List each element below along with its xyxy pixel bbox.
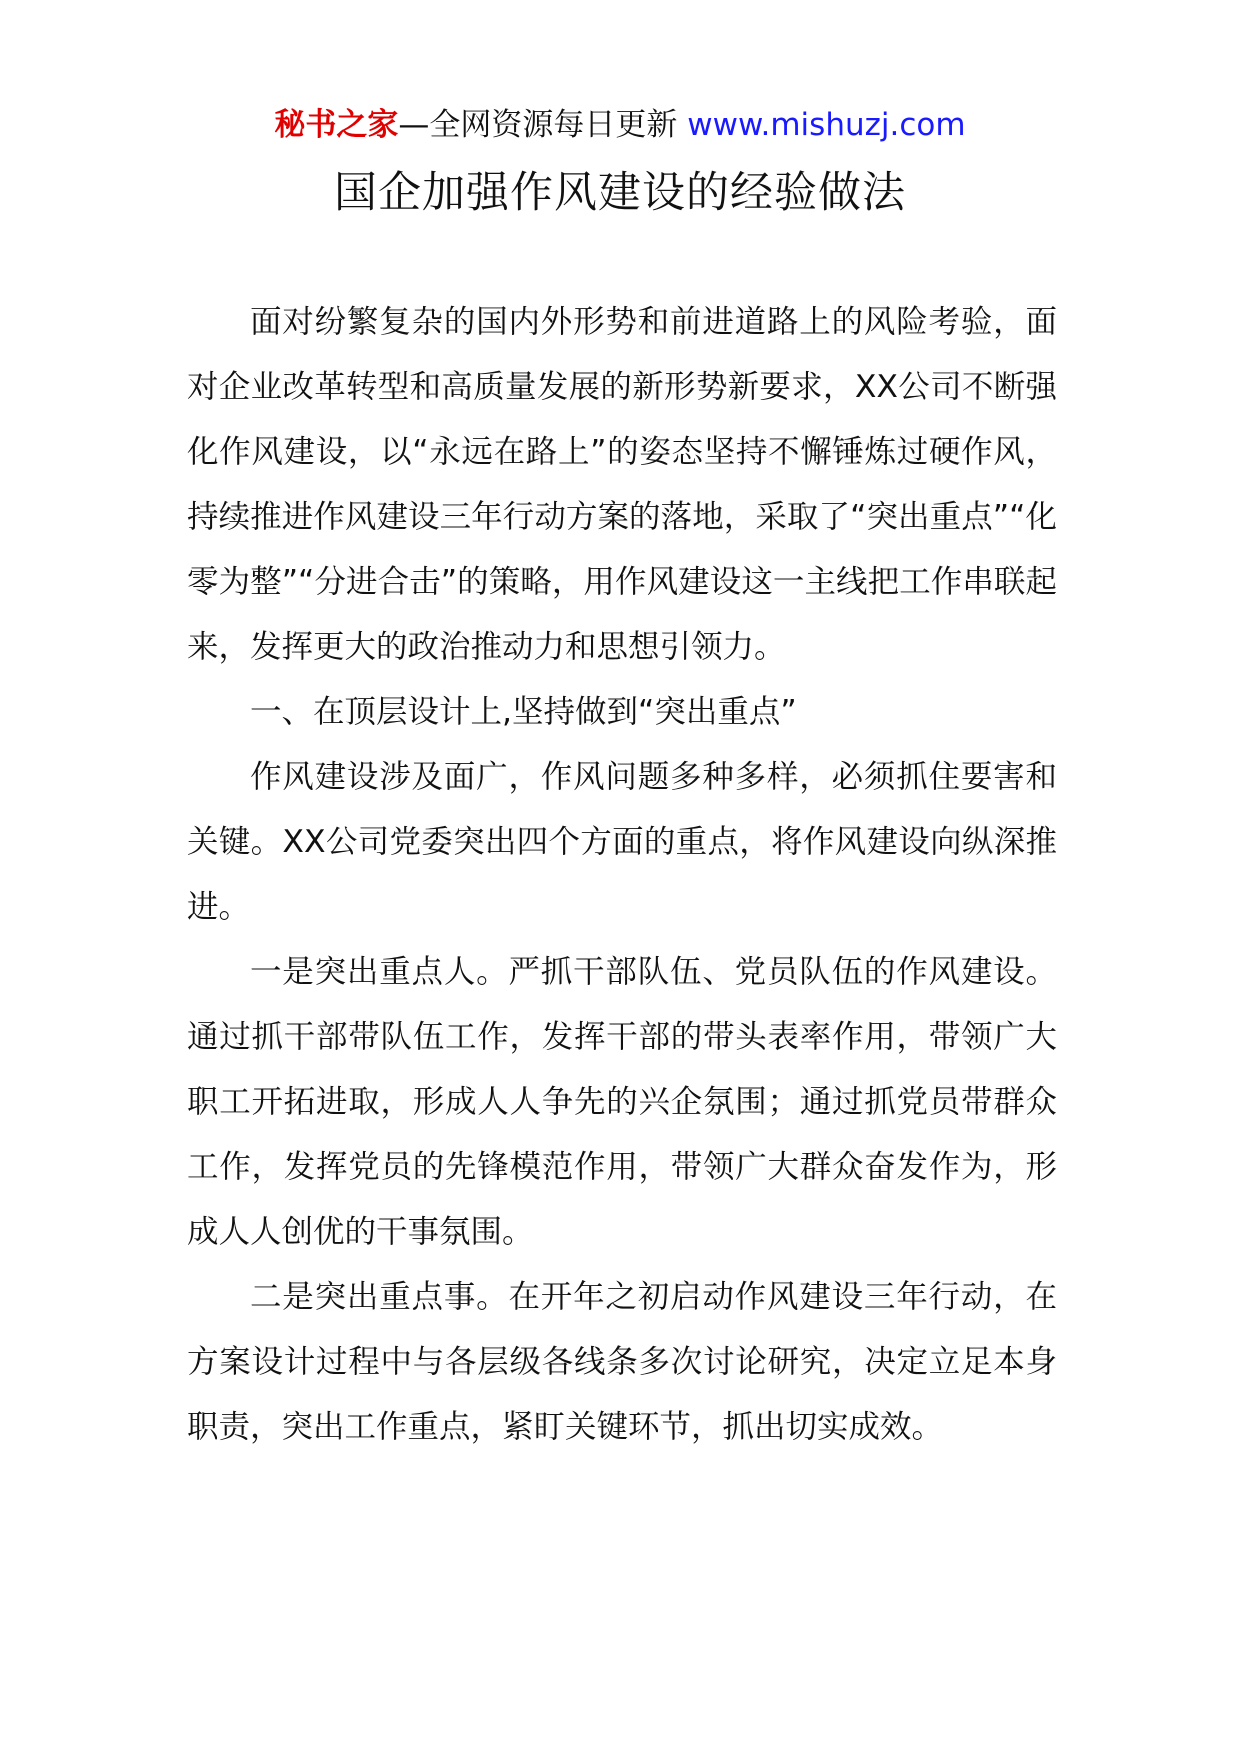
paragraph-point-1: 一是突出重点人。严抓干部队伍、党员队伍的作风建设。通过抓干部带队伍工作，发挥干部的带头表率作用，带领广大职工开拓进取，形成人人争先的兴企氛围；通过抓党员带群众工作，发挥党员的先锋模范作用，带领广大群众奋发作为，形成人人创优的干事氛围。 xyxy=(187,954,1057,1250)
site-name: 秘书之家 xyxy=(274,107,399,143)
section-heading-1: 一、在顶层设计上,坚持做到“突出重点” xyxy=(250,694,797,730)
document-title: 国企加强作风建设的经验做法 xyxy=(334,168,906,218)
document-body xyxy=(187,290,1057,1460)
site-url-link[interactable]: www.mishuzj.com xyxy=(687,107,966,143)
site-header xyxy=(0,100,1240,150)
site-slogan: —全网资源每日更新 xyxy=(398,107,678,143)
paragraph-intro: 面对纷繁复杂的国内外形势和前进道路上的风险考验，面对企业改革转型和高质量发展的新形势新要求，XX公司不断强化作风建设，以“永远在路上”的姿态坚持不懈锤炼过硬作风，持续推进作风建设三年行动方案的落地，采取了“突出重点”“化零为整”“分进合击”的策略，用作风建设这一主线把工作串联起来，发挥更大的政治推动力和思想引领力。 xyxy=(187,304,1057,665)
paragraph-section-1-intro: 作风建设涉及面广，作风问题多种多样，必须抓住要害和关键。XX公司党委突出四个方面的重点，将作风建设向纵深推进。 xyxy=(187,759,1057,925)
paragraph-point-2: 二是突出重点事。在开年之初启动作风建设三年行动，在方案设计过程中与各层级各线条多次讨论研究，决定立足本身职责，突出工作重点，紧盯关键环节，抓出切实成效。 xyxy=(187,1279,1057,1445)
